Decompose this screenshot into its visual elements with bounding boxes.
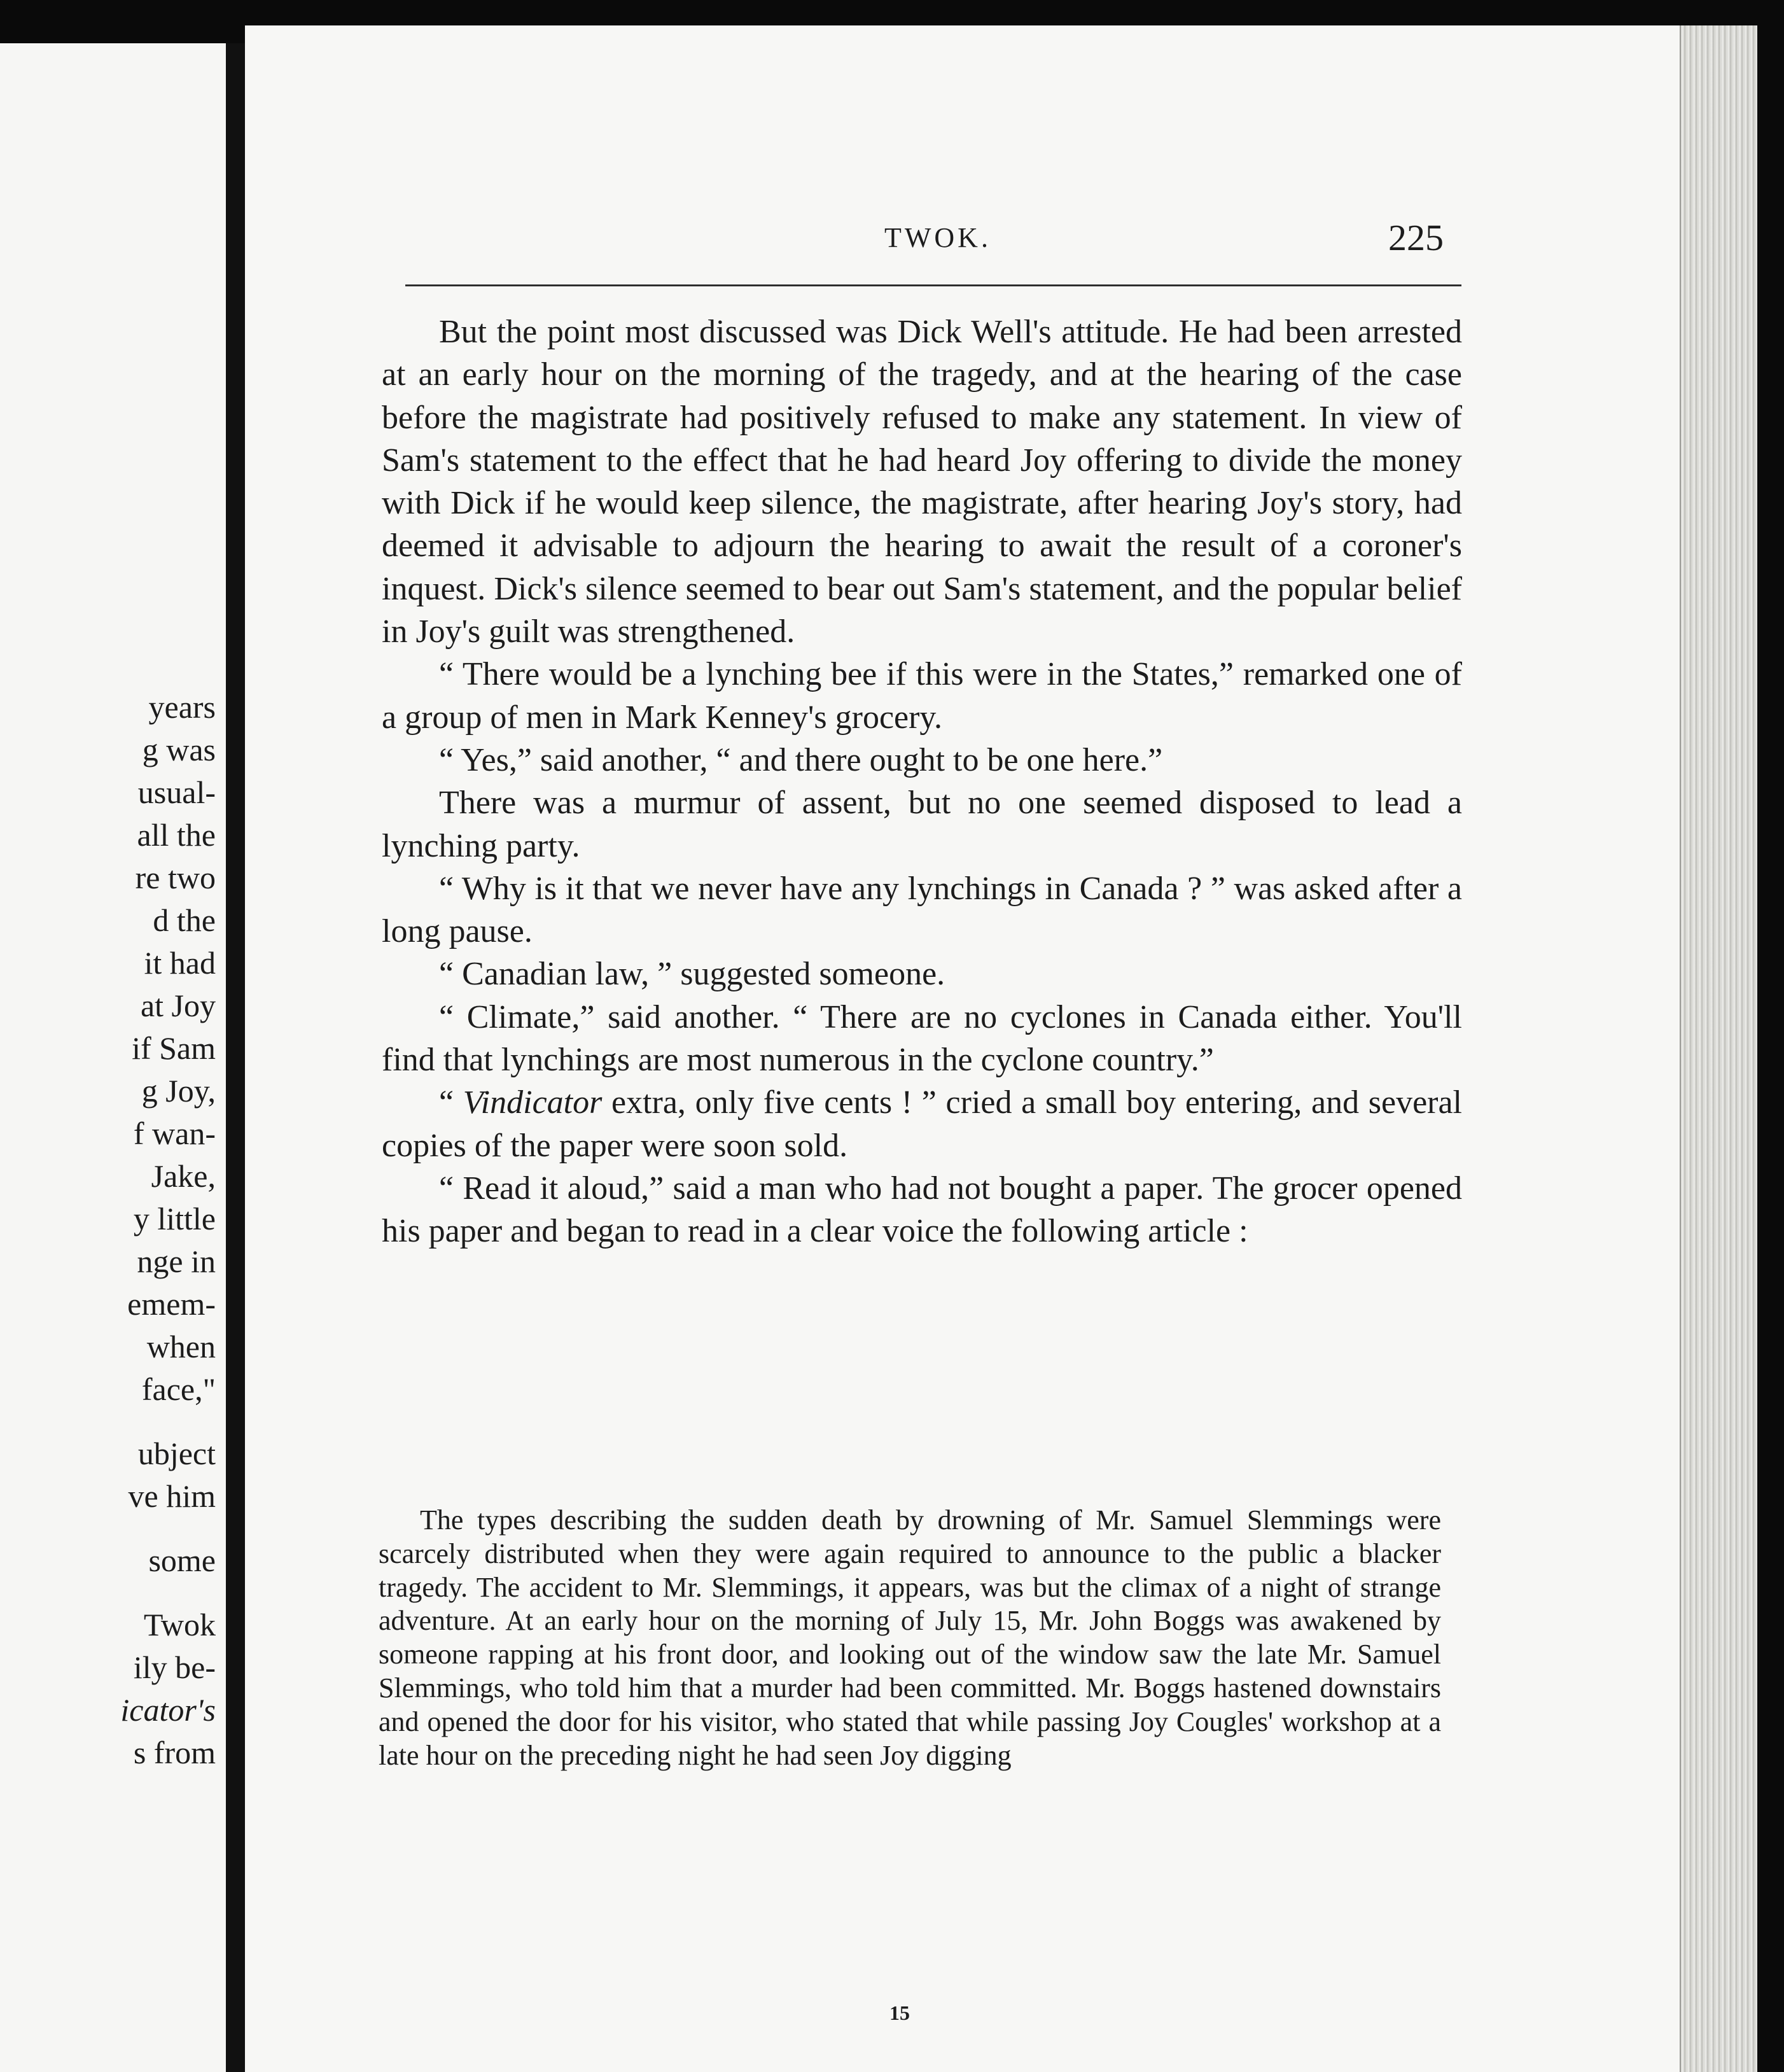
paragraph: “ Climate,” said another. “ There are no cyclones in Canada either. You'll find that lynchings are most numerous in the cyclone country.” [382,998,1462,1079]
left-line: Twok [143,1607,216,1642]
left-line: y little [133,1201,216,1236]
left-line: f wan- [133,1116,216,1151]
running-head: TWOK. [884,222,991,253]
left-line: d the [153,902,216,938]
left-line: Jake, [151,1158,216,1194]
left-line: g Joy, [141,1073,216,1109]
left-line: icator's [120,1692,216,1728]
left-facing-page [0,43,228,2072]
paragraph: “ Canadian law, ” suggested someone. [439,956,945,993]
left-line: some [148,1543,216,1578]
quoted-article [379,1504,1441,1772]
left-line: face," [141,1371,216,1407]
paragraph: “ Why is it that we never have any lynchings in Canada ? ” was asked after a long pause. [382,870,1462,950]
signature-mark: 15 [889,2001,910,2024]
left-line: it had [144,945,216,981]
body-text [382,311,1462,1253]
paragraph: “ Read it aloud,” said a man who had not bought a paper. The grocer opened his paper and began to read in a clear voice the following article : [382,1170,1462,1250]
left-line: nge in [137,1243,216,1279]
left-line: re two [135,860,216,895]
left-blank-line [120,1582,216,1604]
left-line: usual- [137,774,216,810]
left-line: all the [137,817,216,853]
left-line: g was [142,732,216,767]
left-line: years [148,689,216,725]
left-line: ve him [128,1478,216,1514]
left-line: emem- [127,1286,216,1322]
page-number: 225 [1388,217,1444,258]
article-paragraph: The types describing the sudden death by drowning of Mr. Samuel Slemmings were scarcely distributed when they were again required to announce to the public a blacker tragedy. The accident to Mr. Slemmings, it appears, was but the climax of a night of strange adventure. At an early hour on the morning of July 15, Mr. John Boggs was awakened by someone rapping at his front door, and looking out of the window saw the late Mr. Samuel Slemmings, who told him that a murder had been committed. Mr. Boggs hastened downstairs and opened the door for his visitor, who stated that while passing Joy Cougles' workshop at a late hour on the preceding night he had seen Joy digging [379,1504,1441,1771]
paragraph: But the point most discussed was Dick Well's attitude. He had been arrested at an early hour on the morning of the tragedy, and at the hearing of the case before the magistrate had positively refused to make any statement. In view of Sam's statement to the effect that he had heard Joy offering to divide the money with Dick if he would keep silence, the magistrate, after hearing Joy's story, had deemed it advisable to adjourn the hearing to await the result of a coroner's inquest. Dick's silence seemed to bear out Sam's statement, and the popular belief in Joy's guilt was strengthened. [382,314,1462,650]
left-line: if Sam [132,1030,216,1066]
quote-mark: “ [439,1084,463,1121]
left-line: when [146,1329,216,1364]
paragraph [382,1081,1462,1167]
paragraph: There was a murmur of assent, but no one seemed disposed to lead a lynching party. [382,785,1462,864]
left-blank-line [120,1411,216,1432]
paragraph-rest: extra, only five cents ! ” cried a small boy entering, and several copies of the paper were soon sold. [382,1084,1462,1164]
header-rule [405,284,1461,286]
paragraph: “ There would be a lynching bee if this were in the States,” remarked one of a group of men in Mark Kenney's grocery. [382,656,1462,736]
newspaper-name: Vindicator [463,1084,603,1121]
left-line: ubject [137,1436,216,1471]
left-line: at Joy [140,988,216,1023]
left-line: s from [133,1735,216,1770]
paragraph: “ Yes,” said another, “ and there ought to be one here.” [439,741,1163,778]
left-line: ily be- [133,1649,216,1685]
left-page-fragments [120,686,216,1774]
book-gutter [226,43,245,2072]
page-edges [1680,25,1757,2072]
left-blank-line [120,1518,216,1539]
